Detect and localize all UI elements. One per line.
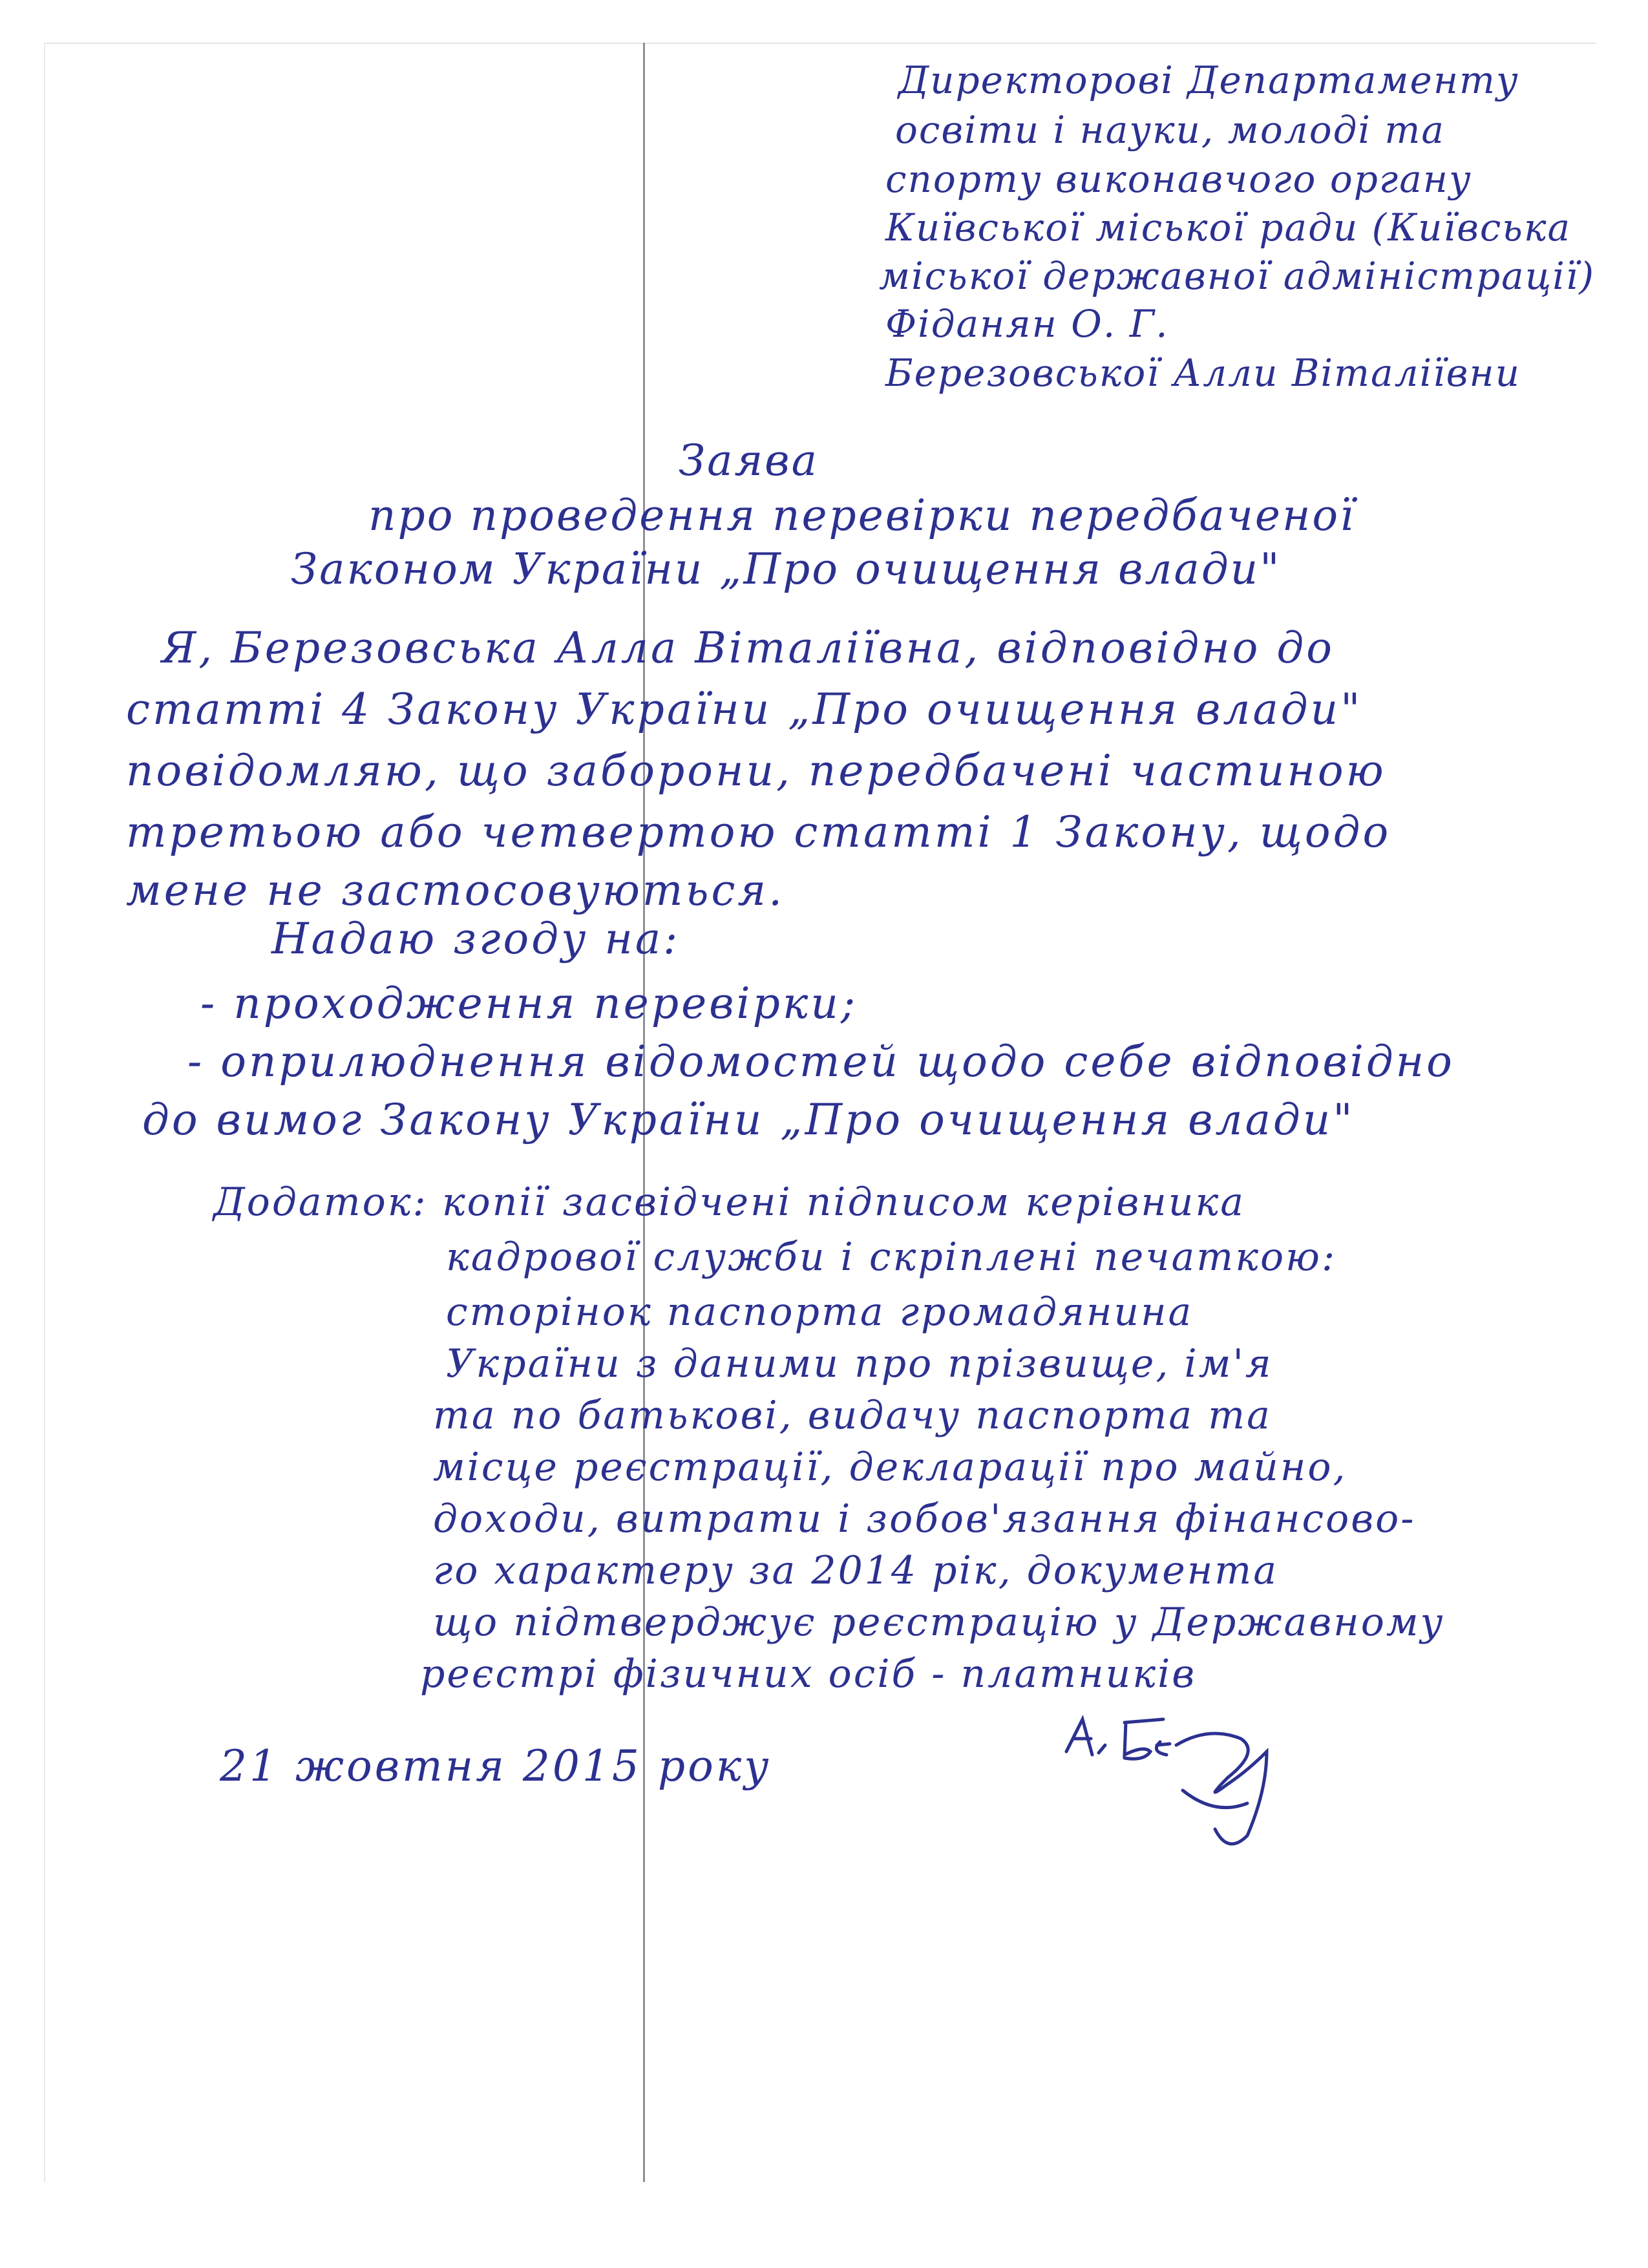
- addressee-line: освіти і науки, молоді та: [895, 108, 1445, 152]
- attachment-line: України з даними про прізвище, ім'я: [446, 1341, 1273, 1386]
- attachment-line: та по батькові, видачу паспорта та: [433, 1393, 1272, 1438]
- addressee-line: Фіданян О. Г.: [885, 302, 1169, 346]
- consent-heading: Надаю згоду на:: [271, 914, 681, 964]
- consent-item: - проходження перевірки;: [200, 979, 858, 1028]
- attachment-line: місце реєстрації, декларації про майно,: [433, 1445, 1347, 1490]
- body-line: повідомляю, що заборони, передбачені частиною: [126, 746, 1386, 796]
- signature-drawing: [1053, 1706, 1325, 1861]
- body-line: мене не застосовуються.: [126, 865, 785, 915]
- attachment-line: реєстрі фізичних осіб - платників: [420, 1651, 1197, 1697]
- document-date: 21 жовтня 2015 року: [220, 1741, 772, 1791]
- addressee-line: Директорові Департаменту: [898, 58, 1519, 102]
- addressee-line: Березовської Алли Віталіївни: [885, 351, 1521, 395]
- attachment-line: доходи, витрати і зобов'язання фінансово-: [433, 1496, 1416, 1542]
- document-title: Заява: [679, 436, 819, 485]
- scan-edge-top: [45, 43, 1596, 44]
- attachment-line: що підтверджує реєстрацію у Державному: [433, 1600, 1445, 1645]
- document-subtitle: Законом України „Про очищення влади": [291, 544, 1282, 594]
- addressee-line: міської державної адміністрації): [879, 254, 1595, 298]
- body-line: статті 4 Закону України „Про очищення влади": [126, 684, 1363, 734]
- addressee-line: Київської міської ради (Київська: [885, 206, 1572, 249]
- document-subtitle: про проведення перевірки передбаченої: [368, 491, 1356, 540]
- body-line: Я, Березовська Алла Віталіївна, відповідно до: [162, 623, 1335, 673]
- body-line: третьою або четвертою статті 1 Закону, щодо: [126, 807, 1391, 857]
- scan-edge-left: [44, 43, 45, 2182]
- attachment-line: го характеру за 2014 рік, документа: [433, 1548, 1278, 1593]
- signature: [1053, 1706, 1325, 1861]
- consent-item: до вимог Закону України „Про очищення влади": [142, 1095, 1355, 1145]
- attachment-line: сторінок паспорта громадянина: [446, 1289, 1194, 1335]
- consent-item: - оприлюднення відомостей щодо себе відповідно: [187, 1037, 1455, 1086]
- attachment-line: Додаток: копії засвідчені підписом керівника: [213, 1180, 1246, 1225]
- attachment-line: кадрової служби і скріплені печаткою:: [446, 1235, 1337, 1280]
- addressee-line: спорту виконавчого органу: [885, 157, 1472, 201]
